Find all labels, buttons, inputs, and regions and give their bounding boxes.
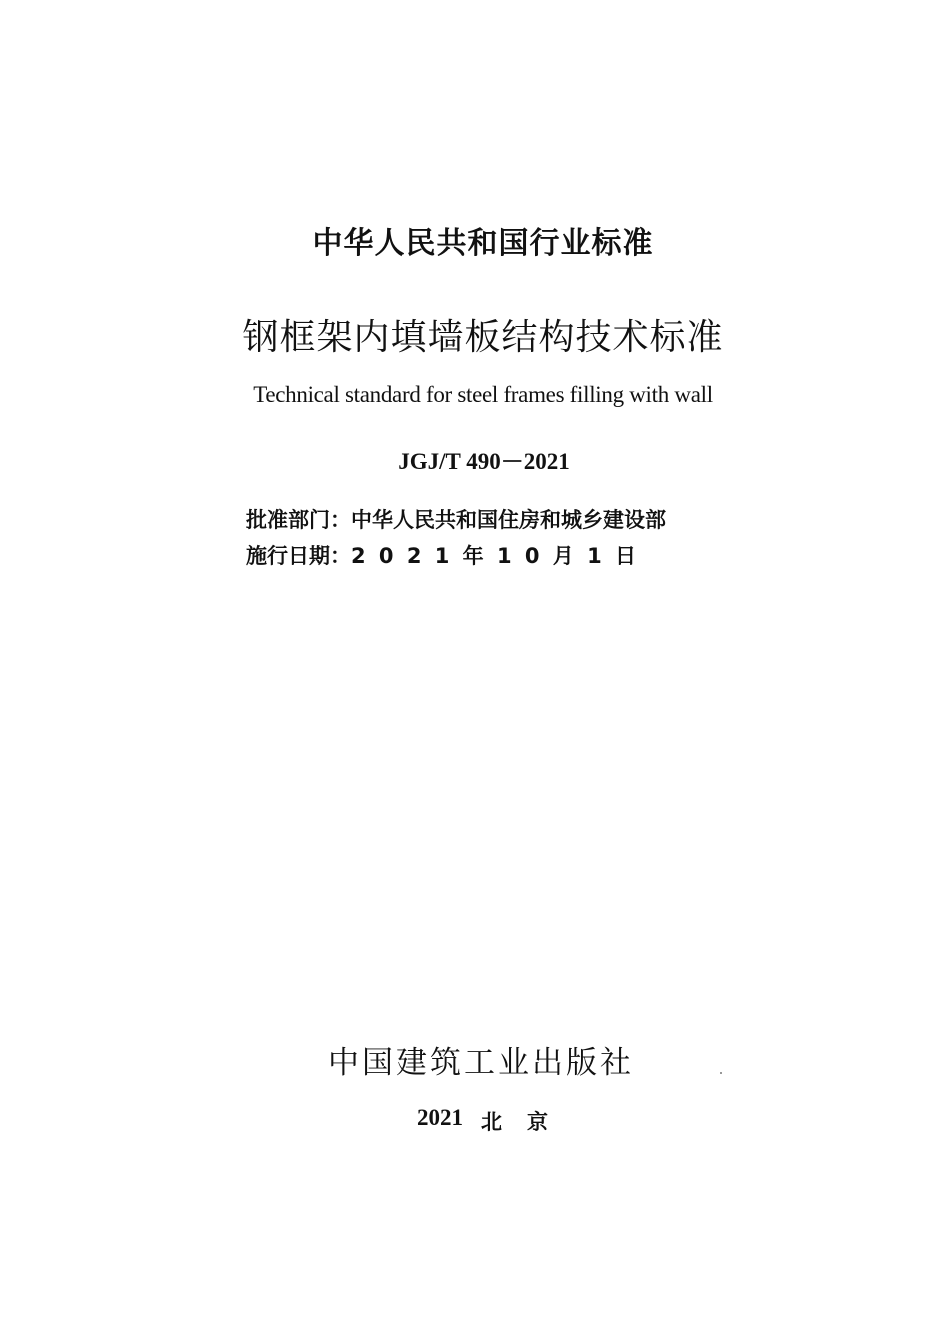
scan-speck	[720, 1072, 722, 1074]
standard-category-title: 中华人民共和国行业标准	[312, 226, 654, 261]
standard-title-english: Technical standard for steel frames filling with wall	[253, 382, 713, 407]
standard-code: JGJ/T 490－2021	[398, 449, 570, 474]
publication-city: 北京	[481, 1110, 573, 1134]
effective-date-label: 施行日期：	[246, 544, 351, 568]
approval-department	[246, 504, 666, 534]
publisher-name: 中国建筑工业出版社	[328, 1045, 634, 1081]
effective-date-value: 2021年10月1日	[351, 544, 650, 568]
effective-date	[246, 540, 649, 570]
publication-year: 2021	[417, 1105, 463, 1130]
approval-department-value: 中华人民共和国住房和城乡建设部	[351, 508, 666, 532]
standard-title-chinese: 钢框架内填墙板结构技术标准	[242, 317, 724, 358]
approval-department-label: 批准部门：	[246, 508, 351, 532]
